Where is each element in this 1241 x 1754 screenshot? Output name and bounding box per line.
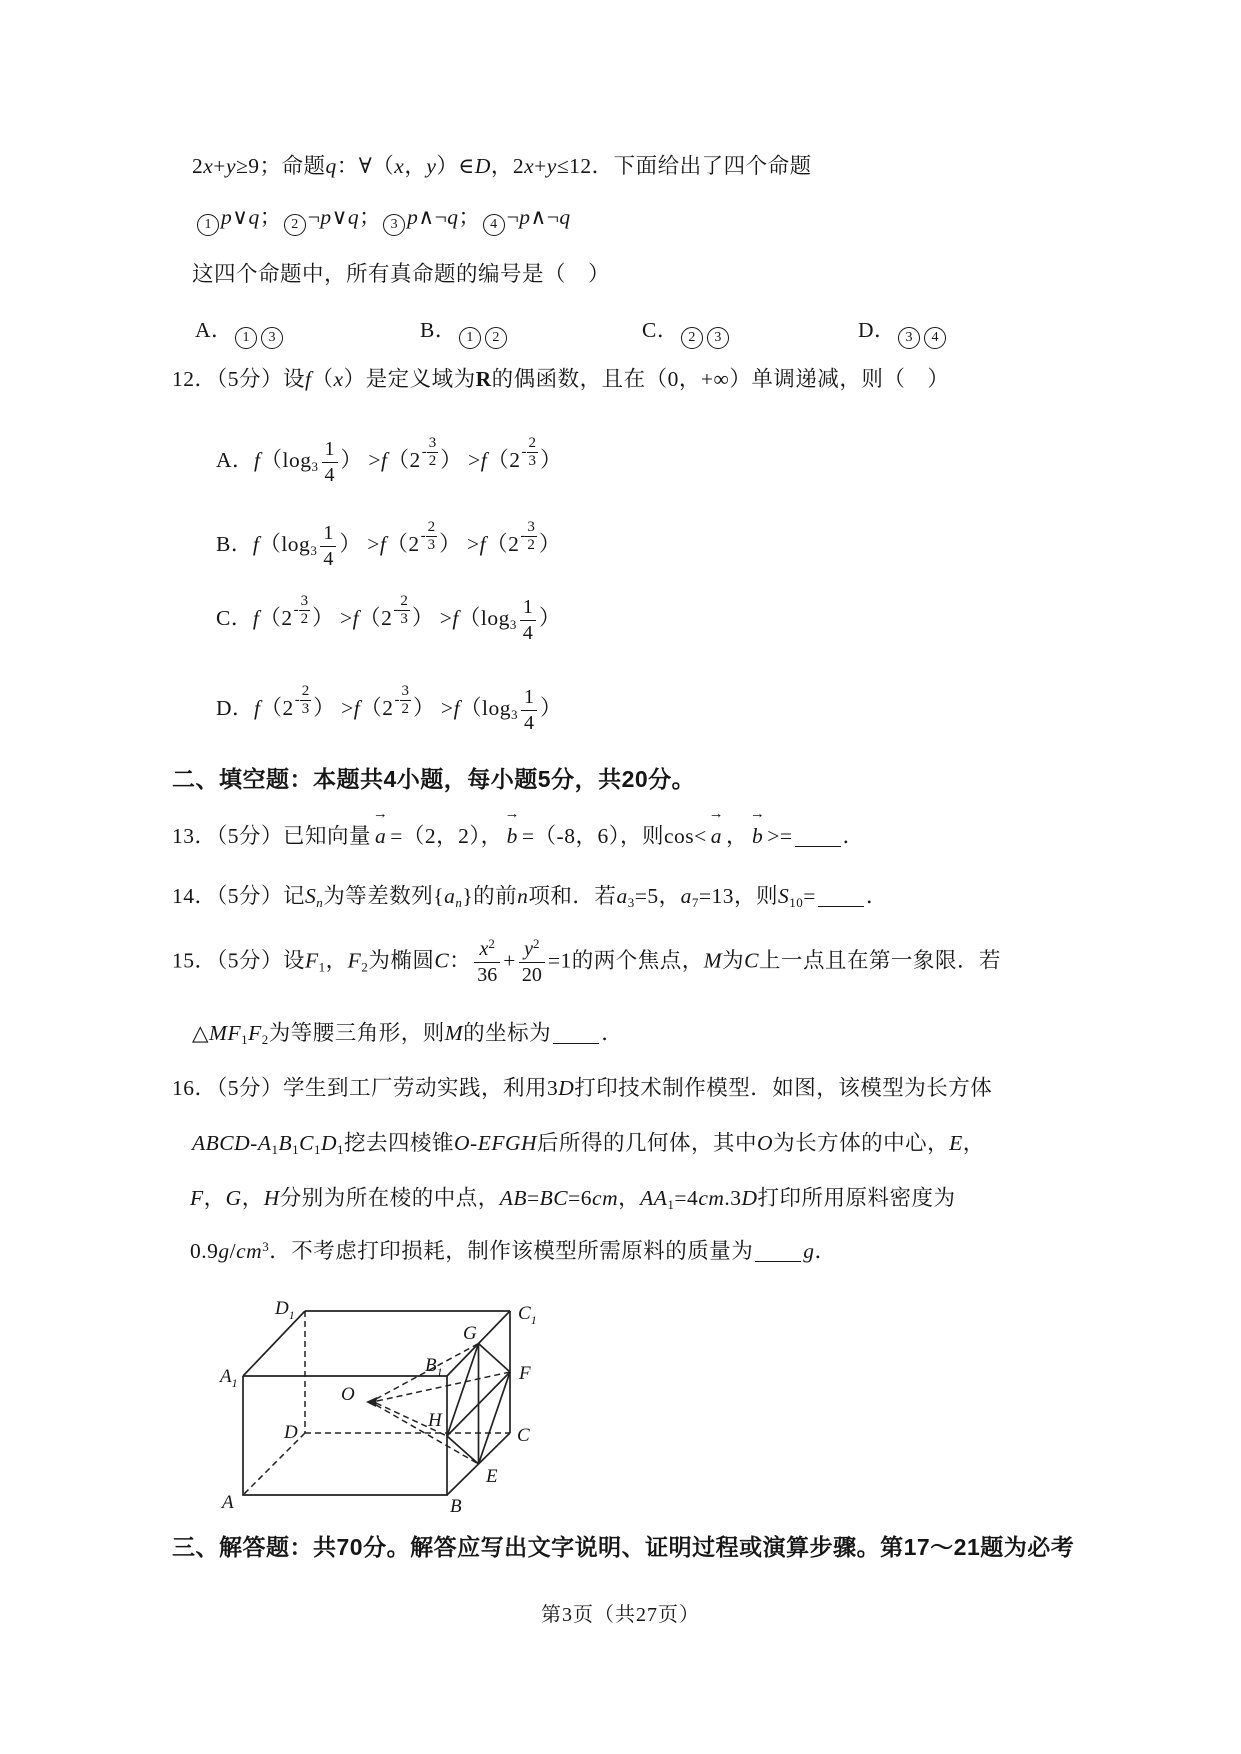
q11-option-b: B． 1 2	[420, 315, 509, 349]
q16-stem-line2: ABCD-$A_1B_1C_1D_1$挖去四棱锥O-EFGH后所得的几何体，其中O为长方体的中心，E，	[192, 1131, 985, 1157]
vertex-label-f: F	[519, 1363, 531, 1384]
section2-heading: 二、填空题：本题共4小题，每小题5分，共20分。	[172, 766, 696, 792]
q13-stem: 13．（5分）已知向量 a → =（2，2）， b → =（-8，6），则cos< a → ， b → >= ．	[172, 806, 865, 848]
center-pointer-arrow-icon	[366, 1397, 377, 1407]
vertex-label-d1: $D_1$	[275, 1298, 295, 1322]
vertex-label-c1: $C_1$	[518, 1303, 537, 1327]
vertex-label-h: H	[428, 1410, 442, 1431]
q12-option-c: C．f（2- $\frac{3}{2}$ ） >f（2- $\frac{2}{3}$ ） $>f(\log_3$ $\frac{1}{4}$ ）	[216, 593, 561, 644]
vertex-label-a: A	[222, 1492, 234, 1513]
page-number-footer: 第3页（共27页）	[541, 1604, 700, 1626]
q15-stem-line2: $\triangle MF_1F_2$为等腰三角形，则M的坐标为 ．	[192, 1021, 624, 1047]
q16-stem-line4: $0.9g/cm^3$．不考虑打印损耗，制作该模型所需原料的质量为 g．	[190, 1239, 837, 1263]
q11-option-d: D． 3 4	[858, 315, 948, 349]
vertex-label-o: O	[341, 1384, 355, 1405]
vertex-label-e: E	[486, 1466, 498, 1487]
q11-proposition-list: 1 p∨q； 2 ¬p∨q； 3 p∧¬q； 4 ¬p∧¬q	[195, 202, 571, 236]
q11-continuation-line: 2x+y≥9；命题q：∀（x，y）∈D，2x+y≤12．下面给出了四个命题	[192, 154, 812, 178]
q12-option-a: A．$f(\log_3$ $\frac{1}{4}$ ） >f（2- $\frac{3}{2}$ ） >f（2- $\frac{2}{3}$ ）	[216, 435, 563, 486]
q12-option-b: B．$f(\log_3$ $\frac{1}{4}$ ） >f（2- $\frac{2}{3}$ ） >f（2- $\frac{3}{2}$ ）	[216, 519, 561, 570]
pyramid-lateral-edges	[376, 1344, 510, 1465]
q12-option-d: D．f（2- $\frac{2}{3}$ ） >f（2- $\frac{3}{2}$ ） $>f(\log_3$ $\frac{1}{4}$ ）	[216, 683, 563, 734]
q15-stem-line1: 15．（5分）设$F_1$，$F_2$为椭圆C： $\frac{x^2}{36}$ + $\frac{y^2}{20}$ =1的两个焦点，M为C上一点且在第一象限．若	[172, 936, 1002, 986]
cuboid-figure	[200, 1286, 580, 1534]
vertex-label-d: D	[284, 1422, 298, 1443]
q11-option-c: C． 2 3	[642, 315, 731, 349]
vertex-label-b1: $B_1$	[425, 1355, 443, 1379]
vertex-label-g: G	[463, 1323, 477, 1344]
vertex-label-c: C	[517, 1425, 530, 1446]
q14-stem: 14．（5分）记$S_n$为等差数列$\{a_n\}$的前n项和．若$a_3=5$，$a_7=13$，则$S_{10}=$ ．	[172, 884, 888, 910]
q11-option-a: A． 1 3	[195, 315, 285, 349]
q16-stem-line1: 16．（5分）学生到工厂劳动实践，利用3D打印技术制作模型．如图，该模型为长方体	[172, 1076, 993, 1100]
vertex-label-b: B	[450, 1496, 462, 1517]
q12-stem: 12．（5分）设f（x）是定义域为R的偶函数，且在（0，+∞）单调递减，则（ ）	[172, 367, 950, 391]
vertex-label-a1: $A_1$	[220, 1366, 238, 1390]
q11-question-line: 这四个命题中，所有真命题的编号是（ ）	[192, 262, 611, 286]
q16-stem-line3: F，G，H分别为所在棱的中点，AB=BC=6cm，$AA_1=4cm.3D$打印所用原料密度为	[190, 1186, 956, 1212]
section3-heading: 三、解答题：共70分。解答应写出文字说明、证明过程或演算步骤。第17～21题为必考	[172, 1534, 1075, 1560]
